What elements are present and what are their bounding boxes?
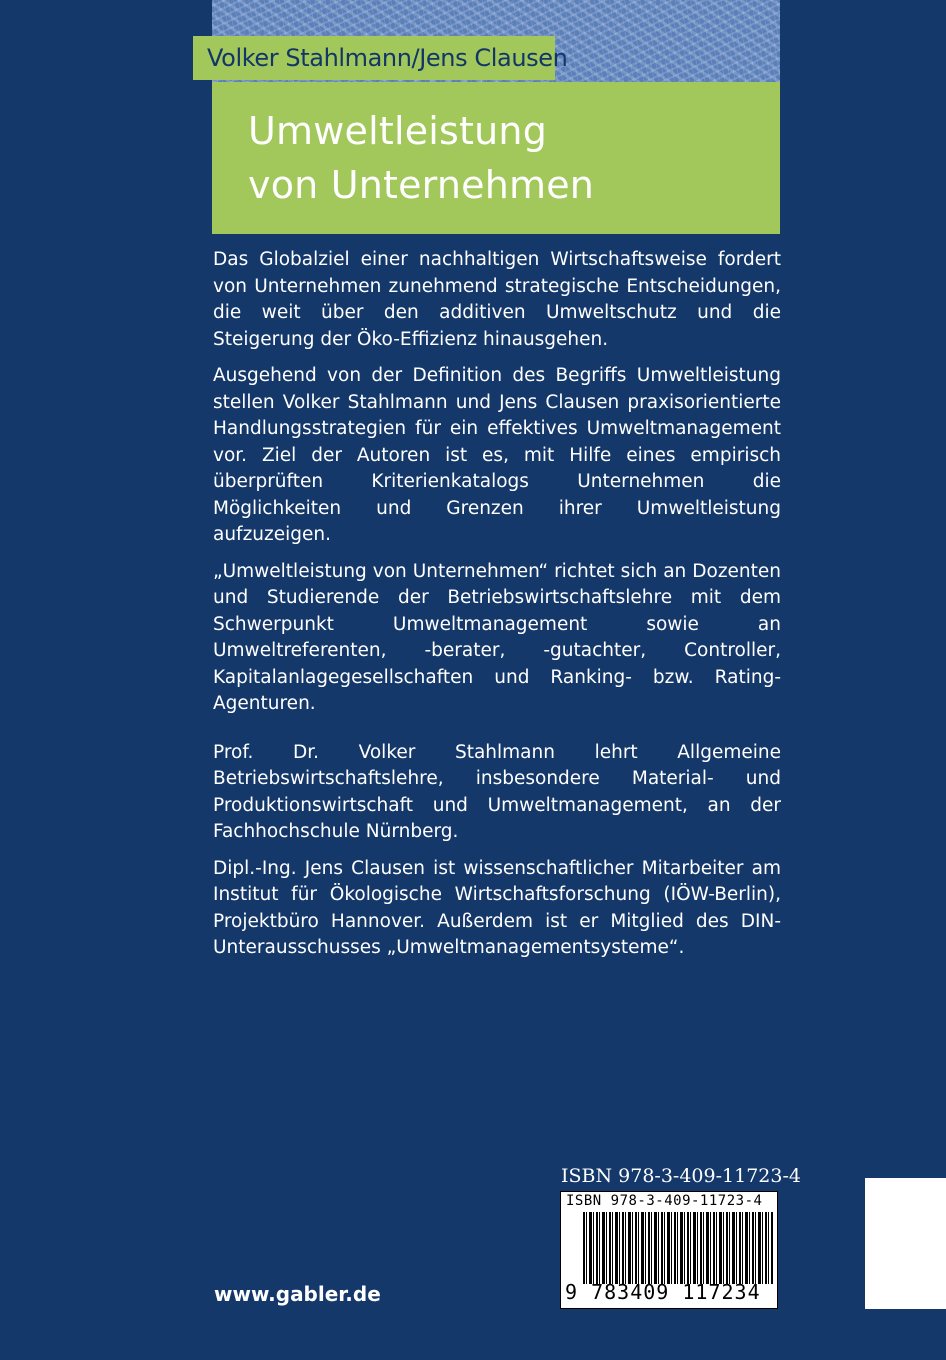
- price-sticker-area: [865, 1178, 946, 1309]
- barcode-bars: [583, 1212, 773, 1284]
- isbn-label: ISBN 978-3-409-11723-4: [561, 1165, 801, 1187]
- paragraph-2: Ausgehend von der Definition des Begriffs Umweltleistung stellen Volker Stahlmann und Jens Clausen praxisorientierte Handlungsstrategien für ein effektives Umweltmanagement vor. Ziel der Autoren ist es, mit Hilfe eines empirisch überprüften Kriterienkatalogs Unternehmen die Möglichkeiten und Grenzen ihrer Umweltleistung aufzuzeigen.: [213, 365, 781, 545]
- author-bio-2: Dipl.-Ing. Jens Clausen ist wissenschaftlicher Mitarbeiter am Institut für Ökologische Wirtschaftsforschung (IÖW-Berlin), Projektbüro Hannover. Außerdem ist er Mitglied des DIN-Unterausschusses „Umweltmanagementsysteme“.: [213, 857, 781, 958]
- authors-label: Volker Stahlmann/Jens Clausen: [193, 36, 555, 80]
- barcode-ean: 9 783409 117234: [565, 1280, 761, 1304]
- book-title-line1: Umweltleistung: [248, 109, 548, 153]
- blurb: [213, 247, 781, 972]
- barcode: [560, 1191, 778, 1309]
- publisher-url[interactable]: www.gabler.de: [214, 1282, 381, 1306]
- paragraph-3: „Umweltleistung von Unternehmen“ richtet sich an Dozenten und Studierende der Betriebswirtschaftslehre mit dem Schwerpunkt Umweltmanagement sowie an Umweltreferenten, -berater, -gutachter, Controller, Kapitalanlagegesellschaften und Ranking- bzw. Rating-Agenturen.: [213, 560, 781, 714]
- title-box: [212, 82, 780, 234]
- author-bio-1: Prof. Dr. Volker Stahlmann lehrt Allgemeine Betriebswirtschaftslehre, insbesondere Material- und Produktionswirtschaft und Umweltmanagement, an der Fachhochschule Nürnberg.: [213, 741, 781, 842]
- book-title-line2: von Unternehmen: [248, 163, 595, 207]
- paragraph-1: Das Globalziel einer nachhaltigen Wirtschaftsweise fordert von Unternehmen zunehmend strategische Entscheidungen, die weit über den additiven Umweltschutz und die Steigerung der Öko-Effizienz hinausgehen.: [213, 249, 781, 350]
- barcode-isbn: ISBN 978-3-409-11723-4: [566, 1193, 763, 1209]
